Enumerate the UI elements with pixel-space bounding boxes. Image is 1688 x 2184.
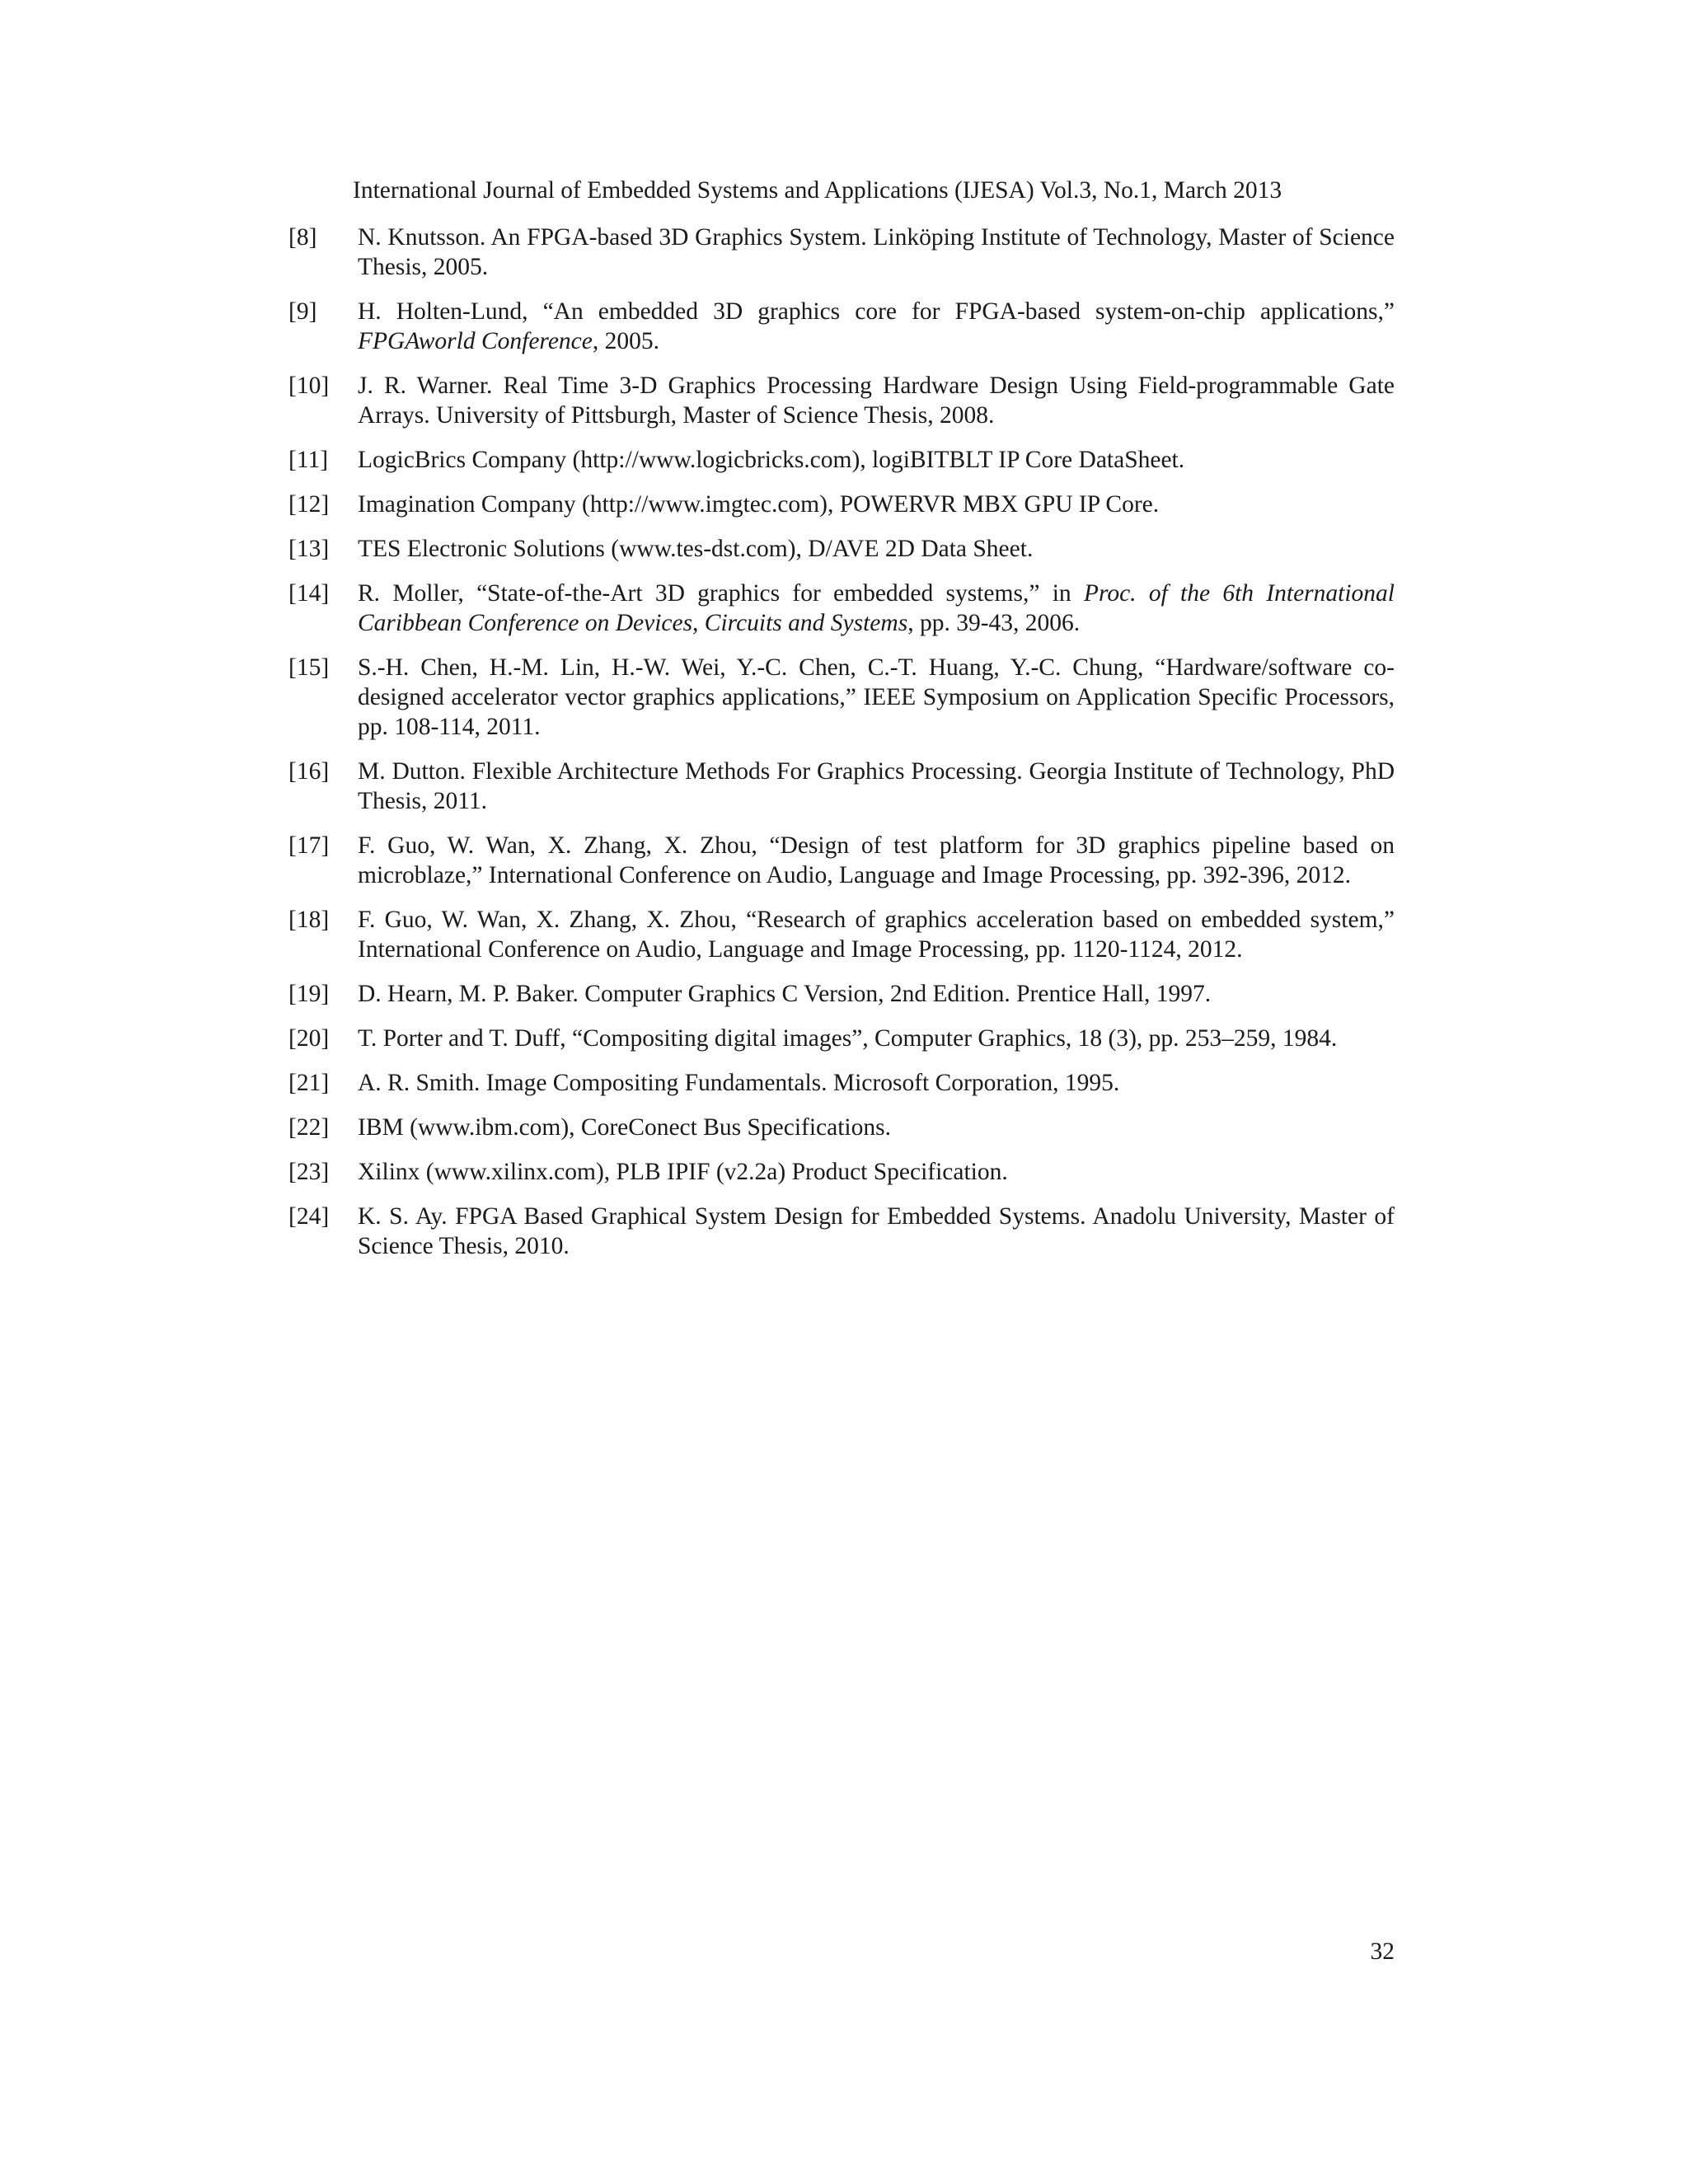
reference-text xyxy=(358,1113,1395,1142)
reference-text xyxy=(358,297,1395,356)
reference-item xyxy=(288,445,1395,475)
reference-text xyxy=(358,371,1395,430)
reference-item xyxy=(288,297,1395,356)
reference-number: [10] xyxy=(288,373,330,399)
reference-number: [9] xyxy=(288,298,317,325)
reference-number: [23] xyxy=(288,1159,330,1185)
reference-text xyxy=(358,979,1395,1009)
reference-text-segment: H. Holten-Lund, “An embedded 3D graphics core for FPGA-based system-on-chip applications,” xyxy=(358,298,1395,325)
reference-item xyxy=(288,1157,1395,1187)
reference-text-segment: LogicBrics Company (http://www.logicbricks.com), logiBITBLT IP Core DataSheet. xyxy=(358,447,1185,473)
reference-number: [13] xyxy=(288,536,330,562)
page-number: 32 xyxy=(1370,1938,1395,1965)
reference-text xyxy=(358,1157,1395,1187)
reference-number: [16] xyxy=(288,758,330,785)
reference-text xyxy=(358,490,1395,519)
reference-item xyxy=(288,579,1395,638)
reference-number: [19] xyxy=(288,981,330,1007)
reference-item xyxy=(288,831,1395,890)
reference-item xyxy=(288,757,1395,816)
reference-text-segment: F. Guo, W. Wan, X. Zhang, X. Zhou, “Design of test platform for 3D graphics pipeline based on microblaze,” International Conference on Audio, Language and Image Processing, pp. 392-396, 2012. xyxy=(358,832,1395,888)
reference-item xyxy=(288,1068,1395,1098)
running-header: International Journal of Embedded Systems and Applications (IJESA) Vol.3, No.1, March 2013 xyxy=(353,177,1282,204)
reference-venue-italic: Proc. of the 6th International Caribbean Conference on Devices, Circuits and Systems xyxy=(358,580,1395,636)
reference-number: [20] xyxy=(288,1025,330,1052)
reference-text-segment: TES Electronic Solutions (www.tes-dst.com), D/AVE 2D Data Sheet. xyxy=(358,536,1034,562)
reference-item xyxy=(288,1113,1395,1142)
reference-text-segment: K. S. Ay. FPGA Based Graphical System Design for Embedded Systems. Anadolu University, Master of Science Thesis, 2010. xyxy=(358,1203,1395,1259)
reference-text xyxy=(358,223,1395,282)
reference-item xyxy=(288,534,1395,564)
reference-text-segment: M. Dutton. Flexible Architecture Methods For Graphics Processing. Georgia Institute of Technology, PhD Thesis, 2011. xyxy=(358,758,1395,814)
reference-text-segment: T. Porter and T. Duff, “Compositing digital images”, Computer Graphics, 18 (3), pp. 253–259, 1984. xyxy=(358,1025,1338,1052)
reference-item xyxy=(288,490,1395,519)
reference-text-segment: R. Moller, “State-of-the-Art 3D graphics for embedded systems,” in xyxy=(358,580,1084,607)
reference-text-segment: J. R. Warner. Real Time 3-D Graphics Processing Hardware Design Using Field-programmable Gate Arrays. University of Pittsburgh, Master of Science Thesis, 2008. xyxy=(358,373,1395,429)
reference-text xyxy=(358,1202,1395,1261)
reference-text xyxy=(358,579,1395,638)
reference-text-segment: A. R. Smith. Image Compositing Fundamentals. Microsoft Corporation, 1995. xyxy=(358,1070,1120,1096)
reference-item xyxy=(288,979,1395,1009)
reference-list xyxy=(288,223,1395,1276)
reference-number: [11] xyxy=(288,447,329,473)
reference-text-segment: Xilinx (www.xilinx.com), PLB IPIF (v2.2a) Product Specification. xyxy=(358,1159,1008,1185)
reference-number: [15] xyxy=(288,654,330,681)
reference-item xyxy=(288,371,1395,430)
reference-number: [14] xyxy=(288,580,330,607)
reference-item xyxy=(288,1024,1395,1053)
reference-text-segment: D. Hearn, M. P. Baker. Computer Graphics C Version, 2nd Edition. Prentice Hall, 1997. xyxy=(358,981,1212,1007)
reference-text xyxy=(358,1024,1395,1053)
reference-text xyxy=(358,757,1395,816)
reference-text-segment: , 2005. xyxy=(592,328,659,354)
reference-text xyxy=(358,905,1395,964)
reference-text xyxy=(358,445,1395,475)
reference-text-segment: S.-H. Chen, H.-M. Lin, H.-W. Wei, Y.-C. Chen, C.-T. Huang, Y.-C. Chung, “Hardware/software co-designed accelerator vector graphics applications,” IEEE Symposium on Application Specific Processors, pp. 108-114, 2011. xyxy=(358,654,1395,740)
reference-venue-italic: FPGAworld Conference xyxy=(358,328,593,354)
reference-text-segment: F. Guo, W. Wan, X. Zhang, X. Zhou, “Research of graphics acceleration based on embedded system,” International Conference on Audio, Language and Image Processing, pp. 1120-1124, 2012. xyxy=(358,907,1395,963)
reference-number: [17] xyxy=(288,832,330,859)
reference-item xyxy=(288,223,1395,282)
reference-number: [21] xyxy=(288,1070,330,1096)
reference-text xyxy=(358,653,1395,742)
reference-text-segment: , pp. 39-43, 2006. xyxy=(907,610,1081,636)
reference-text-segment: Imagination Company (http://www.imgtec.com), POWERVR MBX GPU IP Core. xyxy=(358,491,1160,518)
reference-text xyxy=(358,534,1395,564)
reference-number: [22] xyxy=(288,1114,330,1141)
reference-item xyxy=(288,905,1395,964)
reference-number: [8] xyxy=(288,224,317,251)
reference-item xyxy=(288,653,1395,742)
reference-number: [24] xyxy=(288,1203,330,1230)
reference-number: [12] xyxy=(288,491,330,518)
reference-text xyxy=(358,1068,1395,1098)
reference-item xyxy=(288,1202,1395,1261)
reference-number: [18] xyxy=(288,907,330,933)
reference-text xyxy=(358,831,1395,890)
reference-text-segment: IBM (www.ibm.com), CoreConect Bus Specifications. xyxy=(358,1114,891,1141)
reference-text-segment: N. Knutsson. An FPGA-based 3D Graphics System. Linköping Institute of Technology, Master of Science Thesis, 2005. xyxy=(358,224,1395,280)
